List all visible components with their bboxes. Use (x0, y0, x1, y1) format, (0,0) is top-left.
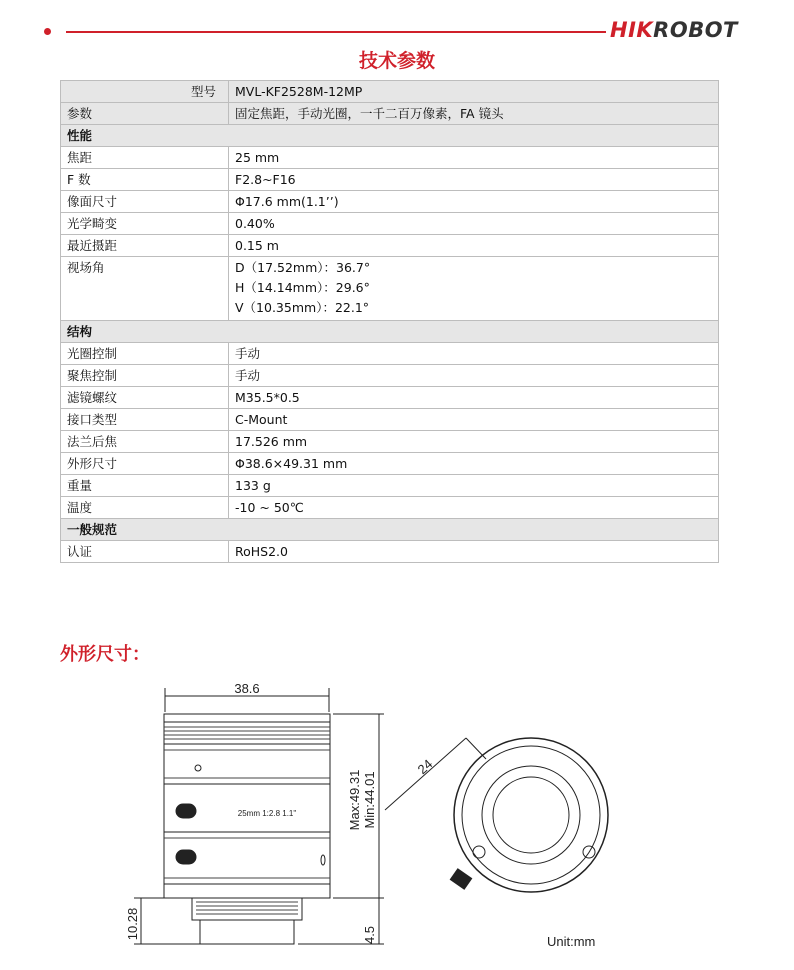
unit-label: Unit:mm (547, 934, 596, 949)
row-key: 焦距 (61, 147, 229, 169)
section-general: 一般规范 (61, 519, 719, 541)
iris-screw-icon (176, 804, 196, 818)
row-key: 光学畸变 (61, 213, 229, 235)
row-key: 重量 (61, 475, 229, 497)
row-value: RoHS2.0 (229, 541, 719, 563)
min-length-label: Min:44.01 (362, 771, 377, 829)
lock-screw-icon (450, 868, 473, 890)
rear-ring (164, 884, 330, 898)
fov-label: 视场角 (61, 257, 229, 321)
row-key: 温度 (61, 497, 229, 519)
row-value: 手动 (229, 365, 719, 387)
max-length-label: Max:49.31 (347, 769, 362, 831)
row-key: 像面尺寸 (61, 191, 229, 213)
row-key: 接口类型 (61, 409, 229, 431)
screw-left-icon (473, 846, 485, 858)
fov-diagonal: D（17.52mm）：36.7° (235, 260, 371, 275)
front-outer-circle (454, 738, 608, 892)
row-key: 外形尺寸 (61, 453, 229, 475)
thread-section (192, 898, 302, 920)
dimension-title: 外形尺寸： (60, 644, 150, 665)
front-ring (164, 722, 330, 744)
row-key: 法兰后焦 (61, 431, 229, 453)
lens-engraving: 25mm 1:2.8 1.1" (237, 809, 297, 818)
row-key: 滤镜螺纹 (61, 387, 229, 409)
section-performance: 性能 (61, 125, 719, 147)
row-key: 光圈控制 (61, 343, 229, 365)
row-value: 0.15 m (229, 235, 719, 257)
row-value: M35.5*0.5 (229, 387, 719, 409)
index-dot-icon (195, 765, 201, 771)
page-title: 技术参数 (358, 50, 435, 72)
row-value: C-Mount (229, 409, 719, 431)
row-value: 0.40% (229, 213, 719, 235)
mount-section (200, 920, 294, 944)
row-value: Φ38.6×49.31 mm (229, 453, 719, 475)
brand-robot: ROBOT (653, 18, 738, 42)
param-value: 固定焦距，手动光圈，一千二百万像素，FA 镜头 (229, 103, 719, 125)
param-label: 参数 (61, 103, 229, 125)
section-structure: 结构 (61, 321, 719, 343)
mount-length-label: 10.28 (125, 907, 140, 941)
model-label: 型号 (61, 81, 229, 103)
row-key: 聚焦控制 (61, 365, 229, 387)
row-value: 25 mm (229, 147, 719, 169)
row-value: 133 g (229, 475, 719, 497)
row-value: 手动 (229, 343, 719, 365)
brand-hik: HIK (610, 18, 654, 42)
row-key: 最近摄距 (61, 235, 229, 257)
fov-horizontal: H（14.14mm）：29.6° (235, 280, 370, 295)
row-key: 认证 (61, 541, 229, 563)
front-diameter-label: 24 (414, 756, 436, 778)
row-key: F 数 (61, 169, 229, 191)
width-label: 38.6 (234, 681, 260, 696)
row-value: F2.8~F16 (229, 169, 719, 191)
row-value: Φ17.6 mm(1.1’’) (229, 191, 719, 213)
model-value: MVL-KF2528M-12MP (229, 81, 719, 103)
fov-vertical: V（10.35mm）：22.1° (235, 300, 370, 315)
flange-label: 4.5 (362, 925, 377, 945)
row-value: 17.526 mm (229, 431, 719, 453)
front-cap (164, 714, 330, 722)
row-value: -10 ~ 50℃ (229, 497, 719, 519)
focus-screw-icon (176, 850, 196, 864)
